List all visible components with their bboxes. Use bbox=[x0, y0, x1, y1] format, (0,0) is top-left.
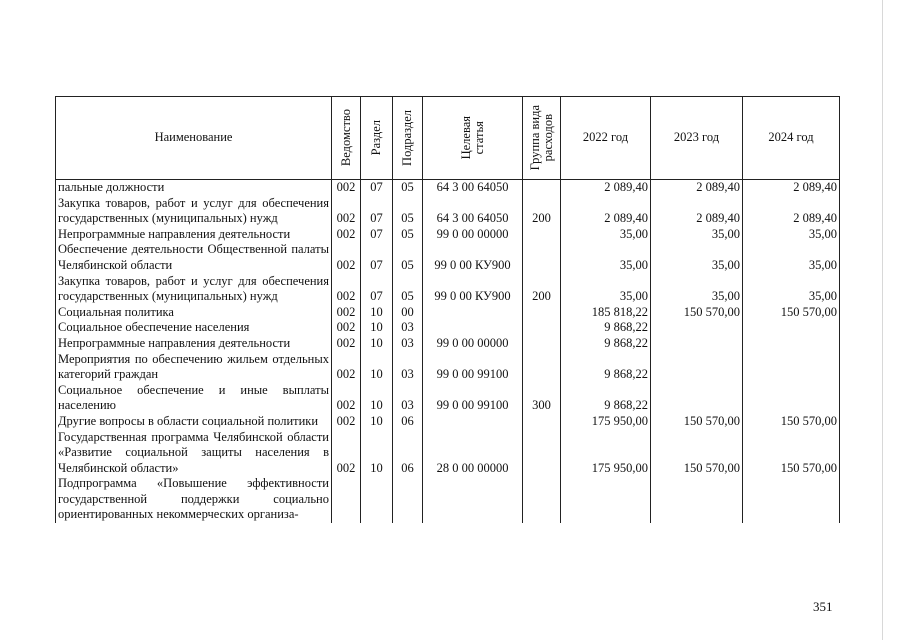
header-year-2022: 2022 год bbox=[561, 97, 651, 180]
row-2024 bbox=[743, 476, 840, 523]
row-2024 bbox=[743, 352, 840, 383]
row-2022: 175 950,00 bbox=[561, 430, 651, 477]
row-2024: 35,00 bbox=[743, 242, 840, 273]
table-row bbox=[56, 336, 840, 352]
row-target: 99 0 00 КУ900 bbox=[423, 274, 523, 305]
row-name: Подпрограмма «Повышение эффективности государственной поддержки социально ориентированных некоммерческих организа- bbox=[56, 476, 332, 523]
row-name: пальные должности bbox=[56, 180, 332, 196]
row-name: Социальная политика bbox=[56, 305, 332, 321]
row-2022: 35,00 bbox=[561, 227, 651, 243]
row-2024 bbox=[743, 336, 840, 352]
row-name: Социальное обеспечение и иные выплаты населению bbox=[56, 383, 332, 414]
row-expense-group bbox=[523, 320, 561, 336]
budget-table bbox=[55, 96, 840, 523]
row-2022: 2 089,40 bbox=[561, 180, 651, 196]
row-2023: 35,00 bbox=[651, 274, 743, 305]
page-edge-line bbox=[882, 0, 883, 640]
header-ministry bbox=[332, 97, 361, 180]
header-ministry-text: Ведомство bbox=[338, 109, 353, 167]
row-expense-group: 300 bbox=[523, 383, 561, 414]
row-2022: 9 868,22 bbox=[561, 320, 651, 336]
row-target: 64 3 00 64050 bbox=[423, 180, 523, 196]
row-expense-group bbox=[523, 476, 561, 523]
row-2022: 9 868,22 bbox=[561, 383, 651, 414]
row-section: 07 bbox=[361, 180, 393, 196]
row-section: 07 bbox=[361, 274, 393, 305]
row-name: Государственная программа Челябинской области «Развитие социальной защиты населения в Челябинской области» bbox=[56, 430, 332, 477]
row-expense-group: 200 bbox=[523, 196, 561, 227]
row-ministry: 002 bbox=[332, 352, 361, 383]
row-expense-group bbox=[523, 227, 561, 243]
row-2024 bbox=[743, 320, 840, 336]
header-expense-group bbox=[523, 97, 561, 180]
row-2024 bbox=[743, 383, 840, 414]
row-section: 07 bbox=[361, 227, 393, 243]
row-expense-group: 200 bbox=[523, 274, 561, 305]
row-section: 10 bbox=[361, 414, 393, 430]
row-2023 bbox=[651, 336, 743, 352]
row-target: 99 0 00 КУ900 bbox=[423, 242, 523, 273]
row-subsection: 06 bbox=[393, 430, 423, 477]
row-target bbox=[423, 476, 523, 523]
row-2024: 150 570,00 bbox=[743, 430, 840, 477]
row-section: 10 bbox=[361, 320, 393, 336]
row-2022 bbox=[561, 476, 651, 523]
row-2022: 185 818,22 bbox=[561, 305, 651, 321]
header-year-2024: 2024 год bbox=[743, 97, 840, 180]
header-expense-group-text: Группа вида расходов bbox=[527, 105, 555, 171]
row-section: 10 bbox=[361, 430, 393, 477]
header-subsection-text: Подраздел bbox=[400, 110, 414, 166]
header-year-2023: 2023 год bbox=[651, 97, 743, 180]
table-row bbox=[56, 227, 840, 243]
row-subsection: 03 bbox=[393, 336, 423, 352]
row-target bbox=[423, 320, 523, 336]
row-section: 07 bbox=[361, 196, 393, 227]
row-2023: 35,00 bbox=[651, 227, 743, 243]
row-2022: 35,00 bbox=[561, 274, 651, 305]
row-2023: 150 570,00 bbox=[651, 305, 743, 321]
header-subsection bbox=[393, 97, 423, 180]
row-target: 64 3 00 64050 bbox=[423, 196, 523, 227]
row-section: 10 bbox=[361, 336, 393, 352]
header-section-text: Раздел bbox=[369, 120, 383, 156]
table-row bbox=[56, 383, 840, 414]
table-row bbox=[56, 242, 840, 273]
row-section: 10 bbox=[361, 352, 393, 383]
row-2024: 35,00 bbox=[743, 227, 840, 243]
row-section bbox=[361, 476, 393, 523]
row-subsection bbox=[393, 476, 423, 523]
header-target bbox=[423, 97, 523, 180]
row-2022: 2 089,40 bbox=[561, 196, 651, 227]
row-ministry bbox=[332, 476, 361, 523]
table-row bbox=[56, 305, 840, 321]
row-subsection: 00 bbox=[393, 305, 423, 321]
row-2024: 35,00 bbox=[743, 274, 840, 305]
row-2022: 9 868,22 bbox=[561, 352, 651, 383]
row-subsection: 03 bbox=[393, 320, 423, 336]
row-section: 10 bbox=[361, 383, 393, 414]
row-subsection: 03 bbox=[393, 352, 423, 383]
row-target bbox=[423, 305, 523, 321]
row-name: Социальное обеспечение населения bbox=[56, 320, 332, 336]
row-2023: 2 089,40 bbox=[651, 196, 743, 227]
table-row bbox=[56, 430, 840, 477]
row-section: 10 bbox=[361, 305, 393, 321]
row-name: Закупка товаров, работ и услуг для обеспечения государственных (муниципальных) нужд bbox=[56, 196, 332, 227]
row-ministry: 002 bbox=[332, 227, 361, 243]
row-name: Обеспечение деятельности Общественной палаты Челябинской области bbox=[56, 242, 332, 273]
row-name: Закупка товаров, работ и услуг для обеспечения государственных (муниципальных) нужд bbox=[56, 274, 332, 305]
row-subsection: 05 bbox=[393, 274, 423, 305]
row-name: Непрограммные направления деятельности bbox=[56, 227, 332, 243]
row-2022: 35,00 bbox=[561, 242, 651, 273]
row-target: 28 0 00 00000 bbox=[423, 430, 523, 477]
row-2023 bbox=[651, 320, 743, 336]
row-target: 99 0 00 99100 bbox=[423, 352, 523, 383]
row-expense-group bbox=[523, 305, 561, 321]
row-2024: 150 570,00 bbox=[743, 414, 840, 430]
row-subsection: 05 bbox=[393, 196, 423, 227]
row-expense-group bbox=[523, 336, 561, 352]
row-2023: 35,00 bbox=[651, 242, 743, 273]
row-ministry: 002 bbox=[332, 196, 361, 227]
row-2023 bbox=[651, 476, 743, 523]
table-row bbox=[56, 320, 840, 336]
row-ministry: 002 bbox=[332, 414, 361, 430]
row-2023: 150 570,00 bbox=[651, 414, 743, 430]
table-row bbox=[56, 274, 840, 305]
row-expense-group bbox=[523, 352, 561, 383]
row-ministry: 002 bbox=[332, 180, 361, 196]
row-name: Мероприятия по обеспечению жильем отдельных категорий граждан bbox=[56, 352, 332, 383]
table-row bbox=[56, 352, 840, 383]
row-target: 99 0 00 00000 bbox=[423, 227, 523, 243]
header-target-text: Целевая статья bbox=[458, 116, 486, 160]
row-section: 07 bbox=[361, 242, 393, 273]
table-row bbox=[56, 414, 840, 430]
row-ministry: 002 bbox=[332, 383, 361, 414]
page-number: 351 bbox=[813, 599, 833, 614]
row-target: 99 0 00 00000 bbox=[423, 336, 523, 352]
row-expense-group bbox=[523, 430, 561, 477]
row-2023: 2 089,40 bbox=[651, 180, 743, 196]
table-row bbox=[56, 196, 840, 227]
row-2023 bbox=[651, 352, 743, 383]
row-ministry: 002 bbox=[332, 305, 361, 321]
table-row bbox=[56, 476, 840, 523]
table-header-row bbox=[56, 97, 840, 180]
row-expense-group bbox=[523, 414, 561, 430]
row-target: 99 0 00 99100 bbox=[423, 383, 523, 414]
row-ministry: 002 bbox=[332, 336, 361, 352]
row-ministry: 002 bbox=[332, 320, 361, 336]
row-2024: 2 089,40 bbox=[743, 196, 840, 227]
row-ministry: 002 bbox=[332, 430, 361, 477]
row-2022: 9 868,22 bbox=[561, 336, 651, 352]
row-name: Другие вопросы в области социальной политики bbox=[56, 414, 332, 430]
row-name: Непрограммные направления деятельности bbox=[56, 336, 332, 352]
row-expense-group bbox=[523, 242, 561, 273]
row-2022: 175 950,00 bbox=[561, 414, 651, 430]
row-subsection: 05 bbox=[393, 242, 423, 273]
row-2024: 2 089,40 bbox=[743, 180, 840, 196]
row-subsection: 06 bbox=[393, 414, 423, 430]
row-ministry: 002 bbox=[332, 274, 361, 305]
header-section bbox=[361, 97, 393, 180]
row-ministry: 002 bbox=[332, 242, 361, 273]
row-subsection: 03 bbox=[393, 383, 423, 414]
row-2023: 150 570,00 bbox=[651, 430, 743, 477]
table-row bbox=[56, 180, 840, 196]
row-2023 bbox=[651, 383, 743, 414]
header-name: Наименование bbox=[56, 97, 332, 180]
row-2024: 150 570,00 bbox=[743, 305, 840, 321]
row-subsection: 05 bbox=[393, 227, 423, 243]
row-target bbox=[423, 414, 523, 430]
row-expense-group bbox=[523, 180, 561, 196]
row-subsection: 05 bbox=[393, 180, 423, 196]
